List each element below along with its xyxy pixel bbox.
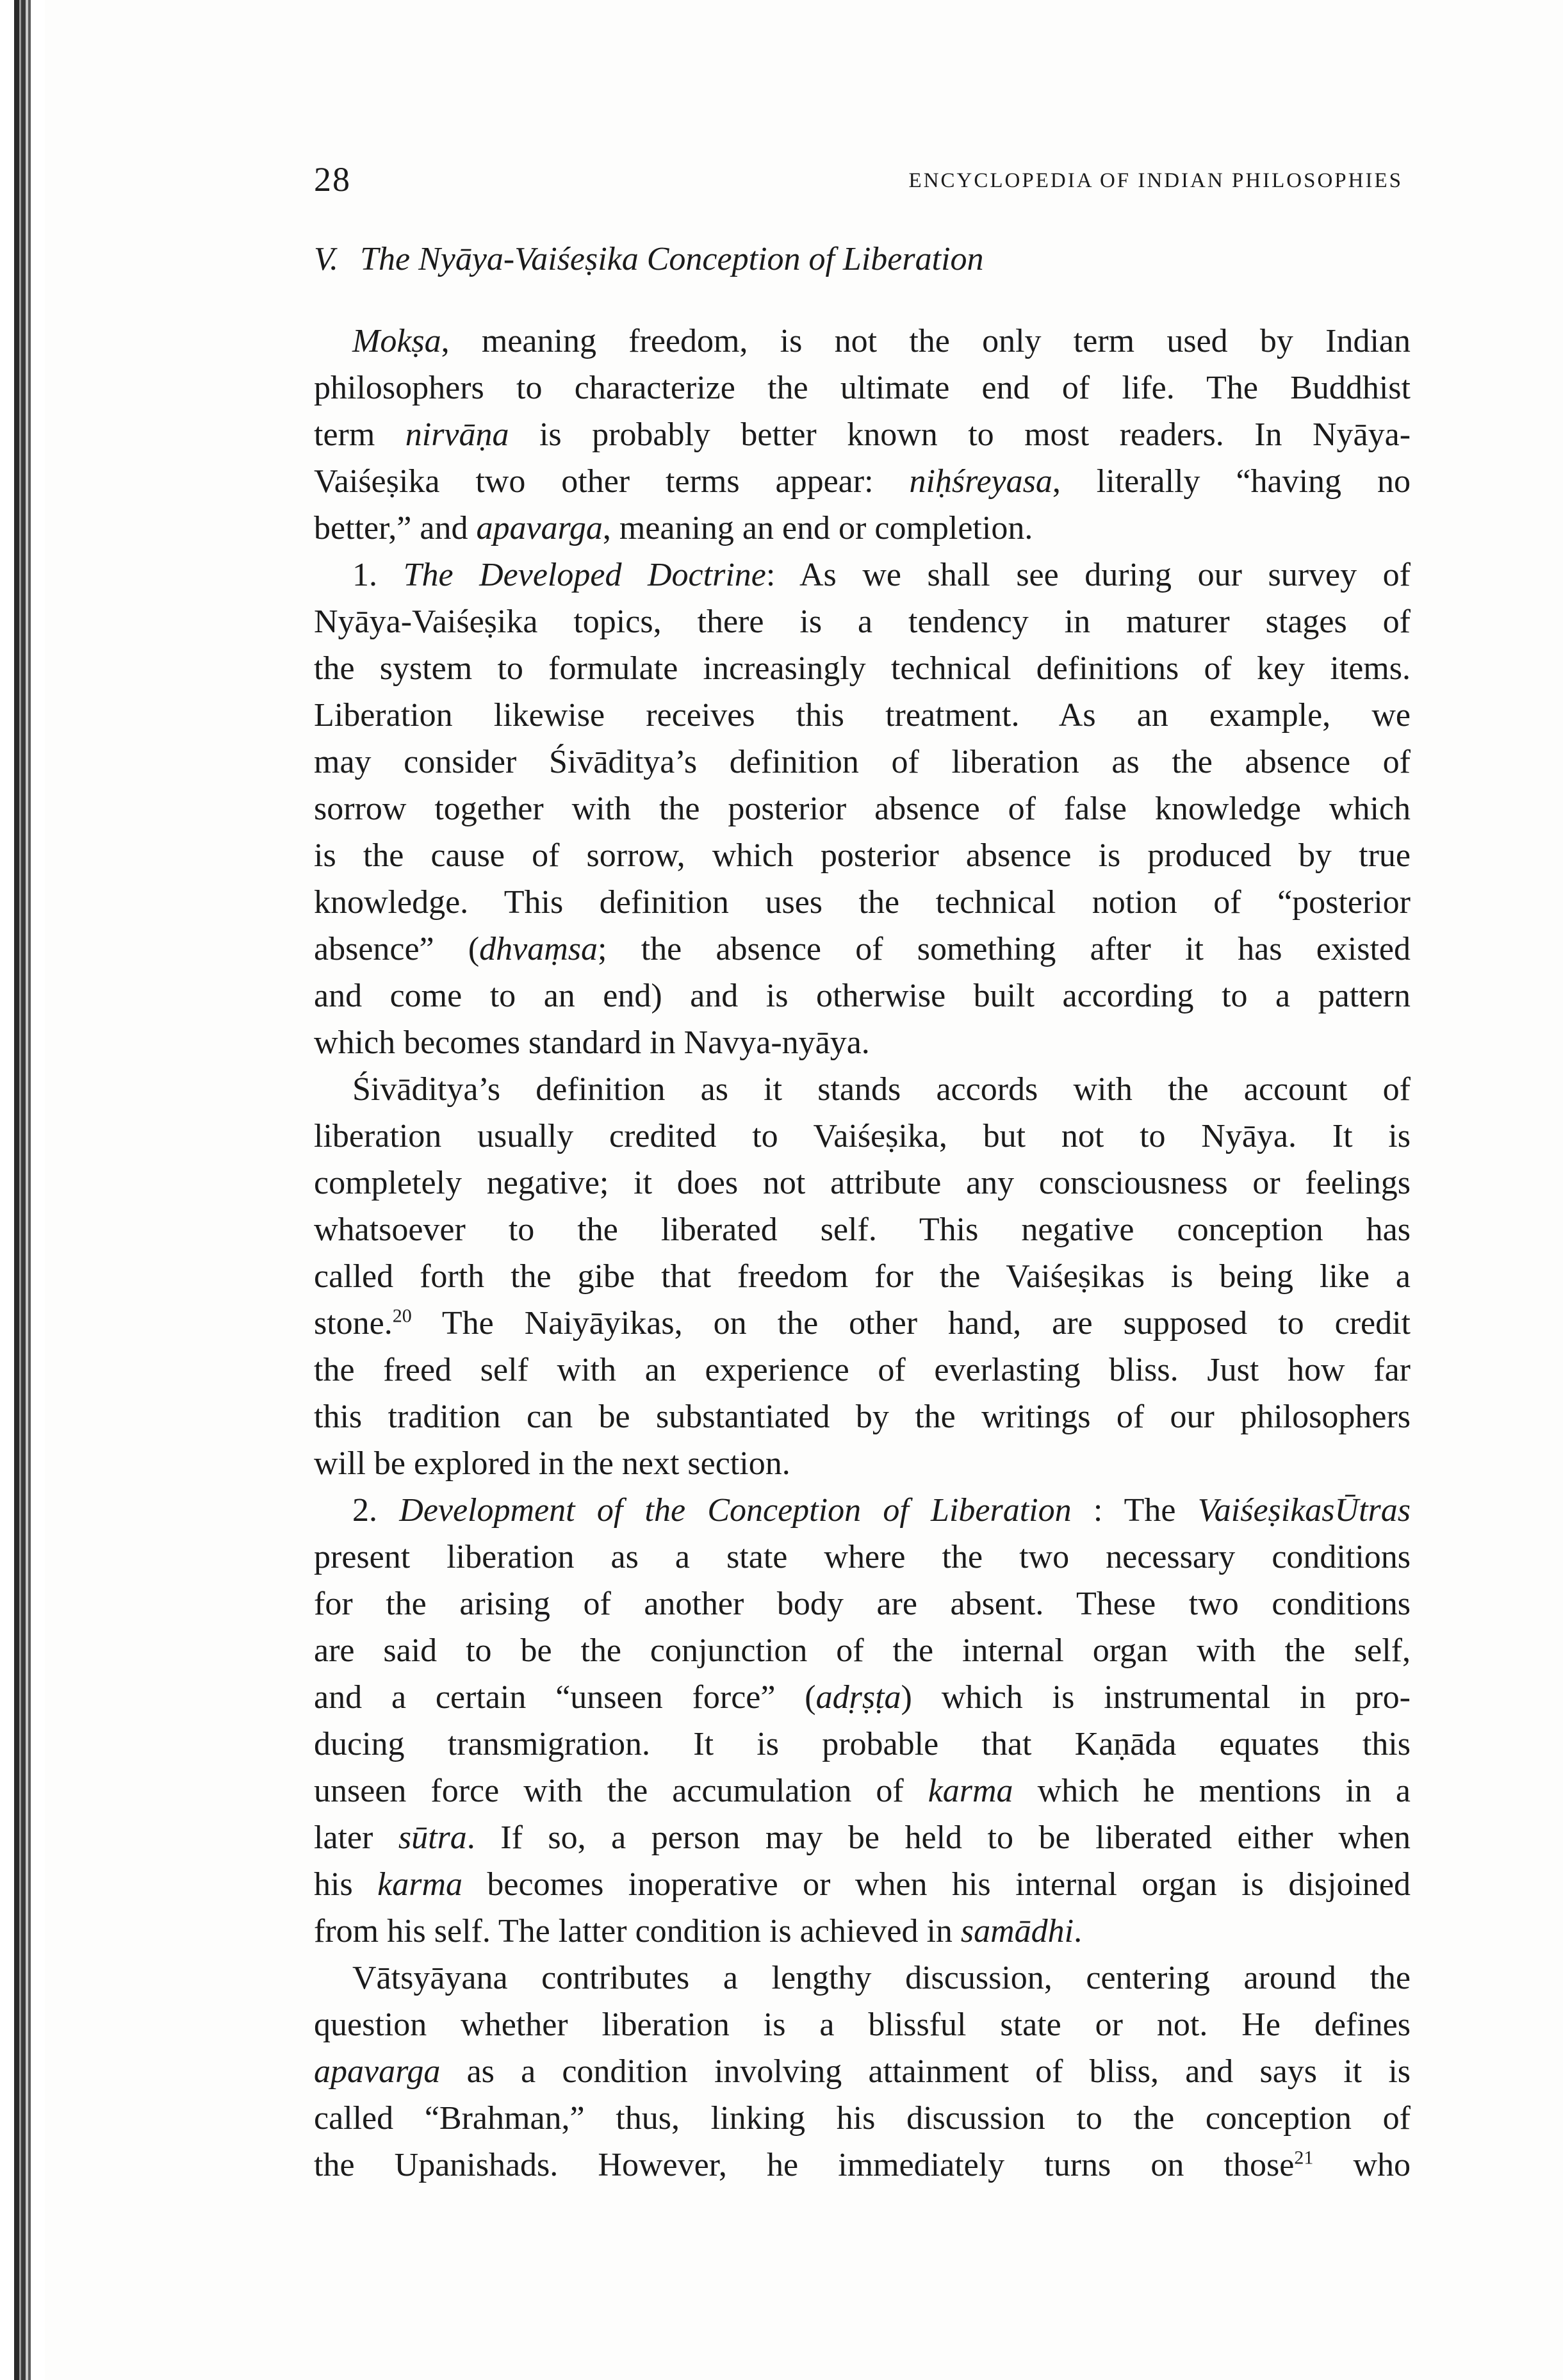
- text-line: the freed self with an experience of everlasting bliss. Just how far: [314, 1352, 1411, 1388]
- text-line: absence” (dhvaṃsa; the absence of something after it has existed: [314, 931, 1411, 967]
- text-line: later sūtra. If so, a person may be held to be liberated either when: [314, 1819, 1411, 1856]
- text-line: apavarga as a condition involving attainment of bliss, and says it is: [314, 2053, 1411, 2090]
- text-line: completely negative; it does not attribute any consciousness or feelings: [314, 1165, 1411, 1201]
- text-line: for the arising of another body are absent. These two conditions: [314, 1586, 1411, 1622]
- text-line: unseen force with the accumulation of karma which he mentions in a: [314, 1773, 1411, 1809]
- text-line: Mokṣa, meaning freedom, is not the only term used by Indian: [352, 323, 1411, 359]
- text-line: Vaiśeṣika two other terms appear: niḥśreyasa, literally “having no: [314, 463, 1411, 500]
- footnote-ref-21: 21: [1294, 2147, 1314, 2169]
- text-line: his karma becomes inoperative or when his internal organ is disjoined: [314, 1866, 1411, 1903]
- section-title: The Nyāya-Vaiśeṣika Conception of Liberation: [360, 241, 984, 277]
- text-line: and come to an end) and is otherwise built according to a pattern: [314, 978, 1411, 1014]
- text-line: ducing transmigration. It is probable that Kaṇāda equates this: [314, 1726, 1411, 1762]
- text-line: question whether liberation is a blissful state or not. He defines: [314, 2007, 1411, 2043]
- text-line: Vātsyāyana contributes a lengthy discussion, centering around the: [352, 1960, 1411, 1996]
- text-line: knowledge. This definition uses the technical notion of “posterior: [314, 884, 1411, 921]
- text-line: the system to formulate increasingly technical definitions of key items.: [314, 650, 1411, 687]
- text-line: Śivāditya’s definition as it stands accords with the account of: [352, 1071, 1411, 1108]
- text-line: the Upanishads. However, he immediately turns on those$^{21}$ who: [314, 2147, 1411, 2183]
- text-line: Nyāya-Vaiśeṣika topics, there is a tendency in maturer stages of: [314, 603, 1411, 640]
- text-line: 2. Development of the Conception of Liberation : The VaiśeṣikasŪtras: [352, 1492, 1411, 1529]
- page-header: [314, 154, 1403, 205]
- text-line: from his self. The latter condition is achieved in samādhi.: [314, 1913, 1083, 1949]
- text-line: called forth the gibe that freedom for the Vaiśeṣikas is being like a: [314, 1258, 1411, 1295]
- paragraph: [314, 318, 1411, 552]
- paragraph: [314, 1066, 1411, 1487]
- text-line: present liberation as a state where the two necessary conditions: [314, 1539, 1411, 1575]
- page-number: 28: [314, 160, 351, 199]
- text-line: better,” and apavarga, meaning an end or completion.: [314, 510, 1033, 546]
- section-heading: [314, 237, 1403, 282]
- text-line: and a certain “unseen force” (adṛṣṭa) which is instrumental in pro-: [314, 1679, 1411, 1716]
- text-line: will be explored in the next section.: [314, 1445, 790, 1482]
- paragraph: [314, 1955, 1411, 2188]
- book-binding-edge: [0, 0, 45, 2380]
- text-line: 1. The Developed Doctrine: As we shall see during our survey of: [352, 557, 1411, 593]
- text-line: whatsoever to the liberated self. This negative conception has: [314, 1211, 1411, 1248]
- text-line: stone.$^{20}$ The Naiyāyikas, on the other hand, are supposed to credit: [314, 1305, 1411, 1342]
- text-line: Liberation likewise receives this treatment. As an example, we: [314, 697, 1411, 734]
- paragraph: [314, 1487, 1411, 1955]
- text-line: called “Brahman,” thus, linking his discussion to the conception of: [314, 2100, 1411, 2137]
- text-line: liberation usually credited to Vaiśeṣika, but not to Nyāya. It is: [314, 1118, 1411, 1154]
- text-line: which becomes standard in Navya-nyāya.: [314, 1024, 870, 1061]
- text-line: this tradition can be substantiated by the writings of our philosophers: [314, 1399, 1411, 1435]
- text-line: term nirvāṇa is probably better known to most readers. In Nyāya-: [314, 416, 1411, 453]
- text-line: are said to be the conjunction of the internal organ with the self,: [314, 1632, 1411, 1669]
- body-text: [314, 318, 1411, 2188]
- text-line: philosophers to characterize the ultimate end of life. The Buddhist: [314, 370, 1411, 406]
- text-line: may consider Śivāditya’s definition of liberation as the absence of: [314, 744, 1411, 780]
- footnote-ref-20: 20: [392, 1305, 412, 1327]
- section-number: V.: [314, 241, 339, 277]
- text-line: sorrow together with the posterior absence of false knowledge which: [314, 791, 1411, 827]
- text-line: is the cause of sorrow, which posterior absence is produced by true: [314, 837, 1411, 874]
- running-head: ENCYCLOPEDIA OF INDIAN PHILOSOPHIES: [908, 169, 1403, 192]
- paragraph: [314, 552, 1411, 1066]
